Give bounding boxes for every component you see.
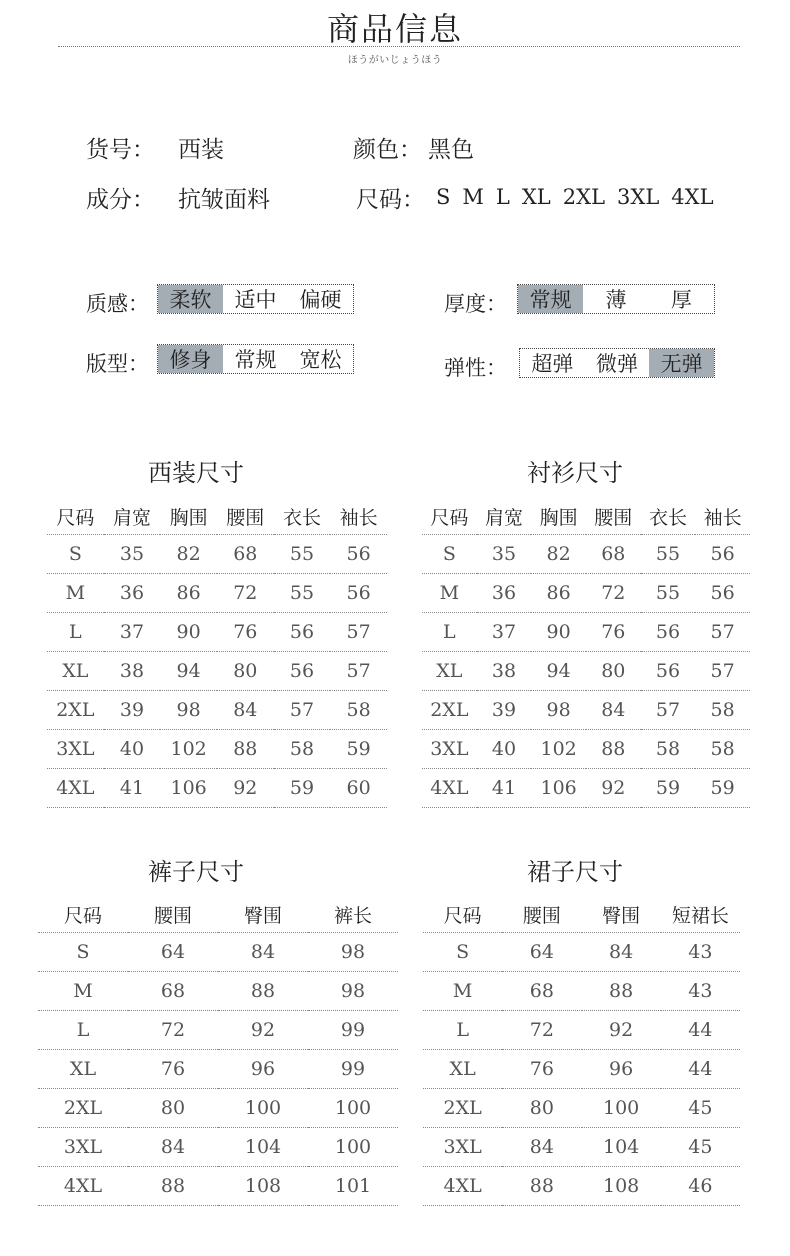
- size-option: M: [462, 185, 484, 209]
- table-cell: 35: [104, 535, 161, 574]
- texture-options: [157, 284, 354, 314]
- table-cell: 88: [582, 972, 661, 1011]
- table-row: [422, 769, 750, 808]
- item-no-value: 西装: [178, 137, 224, 163]
- table-cell: 57: [695, 613, 750, 652]
- table-cell: 68: [217, 535, 274, 574]
- table-row: [38, 1167, 398, 1206]
- shirt-size-table: [422, 498, 750, 808]
- page-subtitle: ほうがいじょうほう: [347, 55, 443, 66]
- table-header-row: [47, 498, 387, 535]
- thickness-label: 厚度：: [444, 292, 507, 316]
- size-option: L: [495, 185, 510, 209]
- table-cell: XL: [38, 1050, 128, 1089]
- size-list: [436, 184, 726, 210]
- table-cell: 39: [477, 691, 532, 730]
- table-cell: 38: [477, 652, 532, 691]
- table-cell: 2XL: [422, 691, 477, 730]
- size-option: 2XL: [562, 185, 606, 209]
- table-cell: 68: [128, 972, 218, 1011]
- table-cell: 84: [586, 691, 641, 730]
- table-cell: 59: [695, 769, 750, 808]
- table-cell: 90: [160, 613, 217, 652]
- table-cell: 35: [477, 535, 532, 574]
- table-cell: L: [47, 613, 104, 652]
- table-cell: 4XL: [422, 769, 477, 808]
- table-cell: M: [423, 972, 502, 1011]
- table-cell: 2XL: [47, 691, 104, 730]
- column-header: 尺码: [430, 506, 469, 529]
- table-header-row: [422, 498, 750, 535]
- table-cell: 90: [531, 613, 586, 652]
- table-cell: 108: [582, 1167, 661, 1206]
- texture-option: 适中: [234, 288, 277, 312]
- table-cell: 76: [217, 613, 274, 652]
- table-cell: 100: [308, 1089, 398, 1128]
- table-row: [47, 613, 387, 652]
- table-cell: 37: [104, 613, 161, 652]
- table-cell: 72: [586, 574, 641, 613]
- table-cell: S: [47, 535, 104, 574]
- table-cell: M: [422, 574, 477, 613]
- table-cell: 56: [641, 652, 696, 691]
- table-cell: 57: [330, 613, 387, 652]
- table-cell: 92: [586, 769, 641, 808]
- table-cell: 45: [661, 1089, 740, 1128]
- table-cell: 41: [477, 769, 532, 808]
- table-cell: M: [47, 574, 104, 613]
- table-cell: M: [38, 972, 128, 1011]
- skirt-size-table: [423, 896, 740, 1206]
- table-row: [47, 535, 387, 574]
- material-value: 抗皱面料: [178, 187, 270, 213]
- shirt-size-title: 衬衫尺寸: [527, 459, 623, 487]
- table-cell: 58: [695, 730, 750, 769]
- table-cell: 102: [531, 730, 586, 769]
- table-cell: 100: [582, 1089, 661, 1128]
- table-row: [423, 933, 740, 972]
- title-divider: [58, 46, 740, 47]
- table-cell: 38: [104, 652, 161, 691]
- table-cell: XL: [422, 652, 477, 691]
- table-cell: 84: [218, 933, 308, 972]
- column-header: 裤长: [333, 904, 372, 927]
- table-cell: 98: [160, 691, 217, 730]
- item-no-label: 货号：: [86, 137, 155, 163]
- table-cell: S: [422, 535, 477, 574]
- table-cell: XL: [423, 1050, 502, 1089]
- table-cell: 108: [218, 1167, 308, 1206]
- skirt-size-title: 裙子尺寸: [527, 858, 623, 886]
- table-cell: 104: [582, 1128, 661, 1167]
- pants-size-title: 裤子尺寸: [148, 858, 244, 886]
- table-cell: L: [423, 1011, 502, 1050]
- fit-options: [157, 344, 354, 374]
- table-cell: 94: [531, 652, 586, 691]
- table-cell: 80: [217, 652, 274, 691]
- table-cell: 56: [695, 535, 750, 574]
- table-cell: 56: [274, 652, 331, 691]
- thickness-option: 薄: [605, 288, 627, 312]
- table-cell: 2XL: [423, 1089, 502, 1128]
- table-row: [423, 1128, 740, 1167]
- column-header: 短裙长: [671, 904, 729, 927]
- table-cell: 100: [218, 1089, 308, 1128]
- table-cell: 80: [128, 1089, 218, 1128]
- table-cell: 104: [218, 1128, 308, 1167]
- table-cell: S: [38, 933, 128, 972]
- table-cell: 56: [330, 574, 387, 613]
- table-cell: 80: [502, 1089, 581, 1128]
- table-cell: 56: [330, 535, 387, 574]
- table-cell: 40: [477, 730, 532, 769]
- table-header-row: [423, 896, 740, 933]
- table-row: [47, 574, 387, 613]
- table-row: [423, 1089, 740, 1128]
- table-cell: 60: [330, 769, 387, 808]
- table-cell: 64: [502, 933, 581, 972]
- table-row: [422, 613, 750, 652]
- table-cell: 92: [218, 1011, 308, 1050]
- texture-label: 质感：: [86, 292, 149, 316]
- elasticity-options: [519, 348, 715, 378]
- texture-option: 偏硬: [299, 288, 342, 312]
- table-cell: 96: [582, 1050, 661, 1089]
- table-cell: 76: [586, 613, 641, 652]
- suit-size-table: [47, 498, 387, 808]
- table-cell: 36: [104, 574, 161, 613]
- table-cell: 56: [695, 574, 750, 613]
- table-cell: 72: [128, 1011, 218, 1050]
- table-cell: 101: [308, 1167, 398, 1206]
- table-cell: 72: [502, 1011, 581, 1050]
- table-cell: 84: [502, 1128, 581, 1167]
- table-cell: 84: [217, 691, 274, 730]
- size-option: XL: [521, 185, 551, 209]
- column-header: 腰围: [226, 506, 265, 529]
- column-header: 肩宽: [484, 506, 523, 529]
- table-cell: 46: [661, 1167, 740, 1206]
- table-cell: 72: [217, 574, 274, 613]
- size-label: 尺码：: [356, 187, 425, 213]
- table-cell: 68: [586, 535, 641, 574]
- table-cell: 76: [128, 1050, 218, 1089]
- table-cell: 4XL: [47, 769, 104, 808]
- table-cell: 99: [308, 1011, 398, 1050]
- column-header: 肩宽: [112, 506, 151, 529]
- table-cell: 43: [661, 972, 740, 1011]
- table-row: [422, 535, 750, 574]
- table-cell: 43: [661, 933, 740, 972]
- table-cell: 88: [586, 730, 641, 769]
- column-header: 臀围: [243, 904, 282, 927]
- thickness-option: 厚: [670, 288, 692, 312]
- table-cell: 4XL: [423, 1167, 502, 1206]
- table-cell: 59: [274, 769, 331, 808]
- elasticity-option: 无弹: [649, 349, 714, 377]
- table-cell: 45: [661, 1128, 740, 1167]
- elasticity-option: 超弹: [531, 352, 574, 376]
- table-cell: 40: [104, 730, 161, 769]
- table-cell: 100: [308, 1128, 398, 1167]
- elasticity-label: 弹性：: [444, 356, 507, 380]
- table-cell: 55: [641, 535, 696, 574]
- table-cell: 106: [531, 769, 586, 808]
- table-cell: 84: [582, 933, 661, 972]
- table-cell: 37: [477, 613, 532, 652]
- table-cell: 84: [128, 1128, 218, 1167]
- table-row: [38, 1050, 398, 1089]
- table-cell: 94: [160, 652, 217, 691]
- table-row: [38, 1128, 398, 1167]
- color-label: 颜色：: [353, 137, 422, 163]
- table-row: [38, 1089, 398, 1128]
- suit-size-title: 西装尺寸: [148, 459, 244, 487]
- table-cell: 39: [104, 691, 161, 730]
- size-option: 3XL: [617, 185, 660, 209]
- table-cell: 4XL: [38, 1167, 128, 1206]
- table-cell: 59: [330, 730, 387, 769]
- table-cell: 55: [274, 574, 331, 613]
- column-header: 尺码: [56, 506, 95, 529]
- material-label: 成分：: [86, 187, 155, 213]
- column-header: 尺码: [63, 904, 102, 927]
- table-cell: 82: [531, 535, 586, 574]
- table-cell: 2XL: [38, 1089, 128, 1128]
- table-cell: 88: [502, 1167, 581, 1206]
- thickness-option: 常规: [518, 285, 583, 313]
- table-row: [422, 652, 750, 691]
- thickness-options: [517, 284, 715, 314]
- column-header: 尺码: [443, 904, 482, 927]
- table-cell: 58: [330, 691, 387, 730]
- table-cell: 86: [160, 574, 217, 613]
- page-title: 商品信息: [326, 10, 463, 48]
- table-cell: 86: [531, 574, 586, 613]
- table-cell: 92: [217, 769, 274, 808]
- table-row: [38, 1011, 398, 1050]
- table-cell: 3XL: [422, 730, 477, 769]
- column-header: 胸围: [169, 506, 208, 529]
- table-cell: 57: [274, 691, 331, 730]
- table-cell: 57: [330, 652, 387, 691]
- table-cell: 64: [128, 933, 218, 972]
- table-cell: 88: [218, 972, 308, 1011]
- column-header: 衣长: [282, 506, 321, 529]
- table-cell: 55: [641, 574, 696, 613]
- table-row: [423, 1050, 740, 1089]
- fit-label: 版型：: [86, 352, 149, 376]
- table-cell: 58: [274, 730, 331, 769]
- table-cell: 88: [128, 1167, 218, 1206]
- table-cell: XL: [47, 652, 104, 691]
- table-row: [423, 1167, 740, 1206]
- column-header: 臀围: [602, 904, 641, 927]
- table-cell: 98: [308, 933, 398, 972]
- table-cell: 58: [695, 691, 750, 730]
- table-cell: 82: [160, 535, 217, 574]
- column-header: 腰围: [522, 904, 561, 927]
- table-cell: 36: [477, 574, 532, 613]
- table-cell: 106: [160, 769, 217, 808]
- column-header: 袖长: [703, 506, 742, 529]
- column-header: 腰围: [594, 506, 633, 529]
- size-option: 4XL: [671, 185, 714, 209]
- table-row: [423, 1011, 740, 1050]
- table-cell: L: [422, 613, 477, 652]
- table-cell: 3XL: [47, 730, 104, 769]
- table-cell: L: [38, 1011, 128, 1050]
- table-cell: 3XL: [423, 1128, 502, 1167]
- table-cell: 102: [160, 730, 217, 769]
- table-cell: 57: [695, 652, 750, 691]
- table-cell: 80: [586, 652, 641, 691]
- table-row: [38, 972, 398, 1011]
- table-cell: 44: [661, 1050, 740, 1089]
- table-cell: 92: [582, 1011, 661, 1050]
- table-cell: 59: [641, 769, 696, 808]
- table-cell: 57: [641, 691, 696, 730]
- table-row: [47, 691, 387, 730]
- elasticity-option: 微弹: [596, 352, 638, 376]
- table-row: [423, 972, 740, 1011]
- table-cell: 99: [308, 1050, 398, 1089]
- table-row: [422, 574, 750, 613]
- table-cell: 98: [308, 972, 398, 1011]
- table-row: [47, 730, 387, 769]
- table-row: [38, 933, 398, 972]
- fit-option: 宽松: [299, 348, 342, 372]
- column-header: 腰围: [153, 904, 192, 927]
- table-row: [47, 769, 387, 808]
- table-cell: 56: [274, 613, 331, 652]
- table-cell: 98: [531, 691, 586, 730]
- color-value: 黑色: [428, 137, 474, 163]
- table-cell: 58: [641, 730, 696, 769]
- table-cell: 76: [502, 1050, 581, 1089]
- table-row: [47, 652, 387, 691]
- table-cell: S: [423, 933, 502, 972]
- fit-option: 常规: [234, 348, 277, 372]
- table-cell: 88: [217, 730, 274, 769]
- fit-option: 修身: [158, 345, 223, 373]
- table-row: [422, 730, 750, 769]
- texture-option: 柔软: [158, 285, 223, 313]
- table-cell: 55: [274, 535, 331, 574]
- table-cell: 41: [104, 769, 161, 808]
- size-option: S: [436, 185, 451, 209]
- pants-size-table: [38, 896, 398, 1206]
- column-header: 袖长: [339, 506, 378, 529]
- table-cell: 3XL: [38, 1128, 128, 1167]
- column-header: 衣长: [648, 506, 687, 529]
- table-cell: 44: [661, 1011, 740, 1050]
- column-header: 胸围: [539, 506, 578, 529]
- table-cell: 96: [218, 1050, 308, 1089]
- table-header-row: [38, 896, 398, 933]
- table-row: [422, 691, 750, 730]
- table-cell: 56: [641, 613, 696, 652]
- table-cell: 68: [502, 972, 581, 1011]
